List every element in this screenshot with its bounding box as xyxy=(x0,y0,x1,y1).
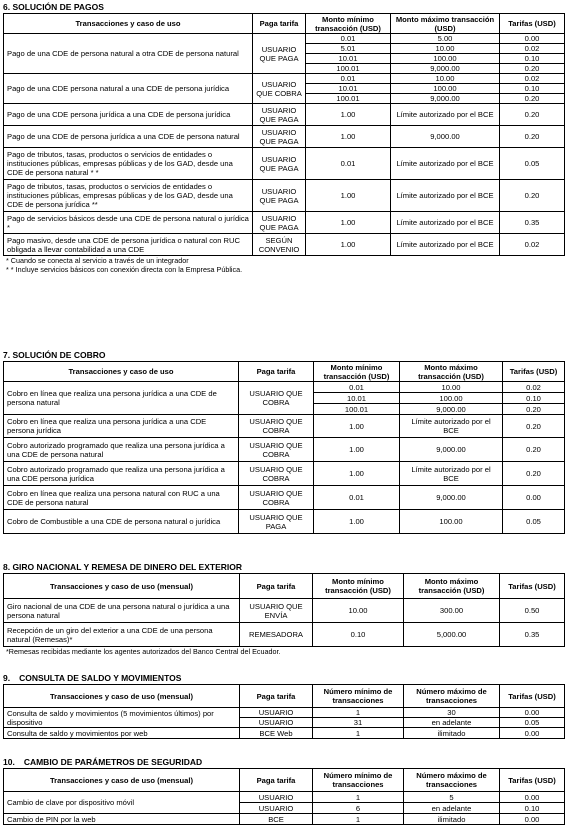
cell-fee: 0.10 xyxy=(500,54,565,64)
cell-max: ilimitado xyxy=(404,814,500,825)
cell-fee: 0.05 xyxy=(500,148,565,180)
table-row xyxy=(4,486,565,510)
cell-fee: 0.00 xyxy=(500,814,565,825)
table-row xyxy=(4,212,565,234)
section-cambio-parametros xyxy=(3,757,564,825)
header-numero-minimo: Número mínimo de transacciones xyxy=(313,685,404,708)
cell-min: 100.01 xyxy=(306,64,391,74)
header-monto-minimo: Monto mínimo transacción (USD) xyxy=(313,574,404,599)
row-description: Cobro en línea que realiza una persona natural con RUC a una CDE de persona natural xyxy=(4,486,239,510)
row-description: Consulta de saldo y movimientos por web xyxy=(4,728,240,739)
cell-max: Límite autorizado por el BCE xyxy=(400,415,503,438)
cell-min: 1 xyxy=(313,814,404,825)
cell-min: 10.01 xyxy=(314,393,400,404)
cell-min: 1.00 xyxy=(306,126,391,148)
header-paga-tarifa: Paga tarifa xyxy=(240,769,313,792)
header-transacciones: Transacciones y caso de uso (mensual) xyxy=(4,769,240,792)
cell-max: en adelante xyxy=(404,718,500,728)
cell-min: 1.00 xyxy=(306,234,391,256)
row-description: Pago de una CDE persona natural a una CDE de persona jurídica xyxy=(4,74,253,104)
cell-max: 9,000.00 xyxy=(391,126,500,148)
table-row xyxy=(4,728,565,739)
header-monto-maximo: Monto máximo transacción (USD) xyxy=(400,362,503,382)
cell-min: 0.01 xyxy=(306,34,391,44)
table-row xyxy=(4,623,565,647)
table-row xyxy=(4,180,565,212)
cell-max: 100.00 xyxy=(391,54,500,64)
table-header-row xyxy=(4,769,565,792)
table-row xyxy=(4,74,565,84)
cell-min: 1.00 xyxy=(314,462,400,486)
row-description: Giro nacional de una CDE de una persona natural o jurídica a una persona natural xyxy=(4,599,240,623)
cell-max: Límite autorizado por el BCE xyxy=(391,104,500,126)
table-header-row xyxy=(4,574,565,599)
cell-min: 100.01 xyxy=(314,404,400,415)
cell-min: 1.00 xyxy=(314,415,400,438)
cell-max: 30 xyxy=(404,708,500,718)
header-monto-minimo: Monto mínimo transacción (USD) xyxy=(306,14,391,34)
cell-fee: 0.50 xyxy=(500,599,565,623)
cell-max: 10.00 xyxy=(400,382,503,393)
cell-min: 1.00 xyxy=(314,438,400,462)
cell-max: 5,000.00 xyxy=(404,623,500,647)
row-description: Recepción de un giro del exterior a una CDE de una persona natural (Remesas)* xyxy=(4,623,240,647)
cell-min: 0.01 xyxy=(306,148,391,180)
header-tarifas: Tarifas (USD) xyxy=(503,362,565,382)
row-payer: BCE xyxy=(240,814,313,825)
cell-fee: 0.05 xyxy=(503,510,565,534)
cell-min: 0.01 xyxy=(314,486,400,510)
cell-min: 0.01 xyxy=(306,74,391,84)
row-description: Cambio de PIN por la web xyxy=(4,814,240,825)
row-description: Pago de una CDE de persona jurídica a una CDE de persona natural xyxy=(4,126,253,148)
table-header-row xyxy=(4,685,565,708)
cell-fee: 0.00 xyxy=(503,486,565,510)
cell-max: Límite autorizado por el BCE xyxy=(400,462,503,486)
cell-fee: 0.20 xyxy=(500,104,565,126)
header-monto-maximo: Monto máximo transacción (USD) xyxy=(391,14,500,34)
cell-min: 100.01 xyxy=(306,94,391,104)
section-title xyxy=(3,673,564,684)
row-description: Pago masivo, desde una CDE de persona jurídica o natural con RUC obligada a llevar contabilidad a una CDE xyxy=(4,234,253,256)
row-description: Pago de una CDE persona jurídica a una CDE de persona jurídica xyxy=(4,104,253,126)
row-payer: USUARIO QUE PAGA xyxy=(253,126,306,148)
cell-max: Límite autorizado por el BCE xyxy=(391,212,500,234)
table-row xyxy=(4,708,565,718)
cell-max: 100.00 xyxy=(400,393,503,404)
row-payer: USUARIO QUE COBRA xyxy=(253,74,306,104)
table-row xyxy=(4,415,565,438)
row-payer: USUARIO QUE PAGA xyxy=(253,148,306,180)
table-row xyxy=(4,438,565,462)
row-description: Cobro autorizado programado que realiza una persona jurídica a una CDE de persona natural xyxy=(4,438,239,462)
cell-max: Límite autorizado por el BCE xyxy=(391,148,500,180)
cell-fee: 0.10 xyxy=(500,803,565,814)
header-tarifas: Tarifas (USD) xyxy=(500,574,565,599)
cell-max: 100.00 xyxy=(400,510,503,534)
cell-fee: 0.02 xyxy=(500,44,565,54)
header-numero-maximo: Número máximo de transacciones xyxy=(404,685,500,708)
row-description: Pago de tributos, tasas, productos o servicios de entidades o instituciones públicas, empresas públicas y de los GAD, desde una CDE de persona jurídica ** xyxy=(4,180,253,212)
cell-min: 10.01 xyxy=(306,84,391,94)
cell-max: 9,000.00 xyxy=(400,404,503,415)
section-title-text: CONSULTA DE SALDO Y MOVIMIENTOS xyxy=(19,673,182,683)
row-description: Cobro autorizado programado que realiza una persona jurídica a una CDE persona jurídica xyxy=(4,462,239,486)
header-tarifas: Tarifas (USD) xyxy=(500,14,565,34)
cell-fee: 0.00 xyxy=(500,708,565,718)
seguridad-table xyxy=(3,768,565,825)
cell-fee: 0.10 xyxy=(500,84,565,94)
row-payer: USUARIO QUE COBRA xyxy=(239,438,314,462)
row-payer: USUARIO QUE COBRA xyxy=(239,486,314,510)
cell-max: 300.00 xyxy=(404,599,500,623)
header-transacciones: Transacciones y caso de uso (mensual) xyxy=(4,685,240,708)
table-row xyxy=(4,234,565,256)
table-row xyxy=(4,382,565,393)
row-description: Pago de servicios básicos desde una CDE de persona natural o jurídica * xyxy=(4,212,253,234)
cell-max: Límite autorizado por el BCE xyxy=(391,180,500,212)
cell-min: 1.00 xyxy=(306,212,391,234)
header-tarifas: Tarifas (USD) xyxy=(500,685,565,708)
section-solucion-de-cobro xyxy=(3,350,564,534)
table-header-row xyxy=(4,14,565,34)
row-payer: USUARIO QUE COBRA xyxy=(239,382,314,415)
row-payer: USUARIO QUE PAGA xyxy=(253,34,306,74)
row-payer: USUARIO QUE PAGA xyxy=(253,180,306,212)
cell-fee: 0.00 xyxy=(500,34,565,44)
cell-fee: 0.02 xyxy=(500,234,565,256)
header-monto-maximo: Monto máximo transacción (USD) xyxy=(404,574,500,599)
cell-max: en adelante xyxy=(404,803,500,814)
cell-max: 100.00 xyxy=(391,84,500,94)
cell-max: 9,000.00 xyxy=(400,438,503,462)
header-paga-tarifa: Paga tarifa xyxy=(240,574,313,599)
row-payer: USUARIO xyxy=(240,803,313,814)
cell-min: 1.00 xyxy=(306,104,391,126)
pagos-table xyxy=(3,13,565,256)
cell-min: 5.01 xyxy=(306,44,391,54)
cell-max: 5 xyxy=(404,792,500,803)
giro-table xyxy=(3,573,565,647)
table-row xyxy=(4,510,565,534)
cell-min: 1 xyxy=(313,708,404,718)
cell-fee: 0.05 xyxy=(500,718,565,728)
footnote: * * Incluye servicios básicos con conexión directa con la Empresa Pública. xyxy=(6,265,243,274)
section-title: 7. SOLUCIÓN DE COBRO xyxy=(3,350,106,360)
cell-fee: 0.02 xyxy=(500,74,565,84)
table-row xyxy=(4,34,565,44)
section-title: 6. SOLUCIÓN DE PAGOS xyxy=(3,2,104,12)
row-description: Pago de tributos, tasas, productos o servicios de entidades o instituciones públicas, empresas públicas y de los GAD, desde una CDE de persona natural * * xyxy=(4,148,253,180)
cell-min: 1.00 xyxy=(306,180,391,212)
cell-fee: 0.20 xyxy=(503,415,565,438)
section-solucion-de-pagos xyxy=(3,2,564,274)
row-payer: USUARIO QUE PAGA xyxy=(253,212,306,234)
cobro-table xyxy=(3,361,565,534)
table-row xyxy=(4,104,565,126)
cell-min: 1.00 xyxy=(314,510,400,534)
cell-fee: 0.00 xyxy=(500,792,565,803)
cell-fee: 0.20 xyxy=(500,64,565,74)
cell-fee: 0.00 xyxy=(500,728,565,739)
row-payer: USUARIO QUE PAGA xyxy=(239,510,314,534)
row-payer: USUARIO QUE COBRA xyxy=(239,462,314,486)
row-payer: USUARIO xyxy=(240,708,313,718)
cell-fee: 0.20 xyxy=(500,126,565,148)
cell-fee: 0.20 xyxy=(500,94,565,104)
row-payer: REMESADORA xyxy=(240,623,313,647)
cell-min: 10.01 xyxy=(306,54,391,64)
row-description: Pago de una CDE de persona natural a otra CDE de persona natural xyxy=(4,34,253,74)
row-description: Cobro en línea que realiza una persona jurídica a una CDE persona jurídica xyxy=(4,415,239,438)
table-row xyxy=(4,814,565,825)
cell-max: 10.00 xyxy=(391,74,500,84)
cell-max: 9,000.00 xyxy=(391,94,500,104)
table-header-row xyxy=(4,362,565,382)
cell-min: 6 xyxy=(313,803,404,814)
cell-min: 31 xyxy=(313,718,404,728)
section-consulta-saldo xyxy=(3,673,564,739)
row-description: Cobro de Combustible a una CDE de persona natural o jurídica xyxy=(4,510,239,534)
table-row xyxy=(4,599,565,623)
header-transacciones: Transacciones y caso de uso xyxy=(4,362,239,382)
cell-fee: 0.20 xyxy=(500,180,565,212)
cell-fee: 0.35 xyxy=(500,212,565,234)
cell-max: 10.00 xyxy=(391,44,500,54)
section-giro-nacional-remesa xyxy=(3,562,564,656)
section-number: 10. xyxy=(3,757,15,767)
section-number: 9. xyxy=(3,673,11,683)
header-tarifas: Tarifas (USD) xyxy=(500,769,565,792)
cell-fee: 0.02 xyxy=(503,382,565,393)
row-payer: BCE Web xyxy=(240,728,313,739)
consulta-table xyxy=(3,684,565,739)
header-numero-maximo: Número máximo de transacciones xyxy=(404,769,500,792)
row-payer: USUARIO xyxy=(240,718,313,728)
cell-fee: 0.35 xyxy=(500,623,565,647)
header-transacciones: Transacciones y caso de uso (mensual) xyxy=(4,574,240,599)
cell-max: ilimitado xyxy=(404,728,500,739)
row-payer: USUARIO QUE PAGA xyxy=(253,104,306,126)
row-payer: SEGÚN CONVENIO xyxy=(253,234,306,256)
row-description: Consulta de saldo y movimientos (5 movimientos últimos) por dispositivo xyxy=(4,708,240,728)
row-description: Cobro en línea que realiza una persona jurídica a una CDE de persona natural xyxy=(4,382,239,415)
table-row xyxy=(4,462,565,486)
header-paga-tarifa: Paga tarifa xyxy=(240,685,313,708)
row-payer: USUARIO QUE ENVÍA xyxy=(240,599,313,623)
cell-max: Límite autorizado por el BCE xyxy=(391,234,500,256)
table-row xyxy=(4,126,565,148)
cell-min: 1 xyxy=(313,728,404,739)
row-payer: USUARIO xyxy=(240,792,313,803)
header-transacciones: Transacciones y caso de uso xyxy=(4,14,253,34)
cell-fee: 0.20 xyxy=(503,462,565,486)
table-row xyxy=(4,792,565,803)
cell-fee: 0.10 xyxy=(503,393,565,404)
cell-min: 0.10 xyxy=(313,623,404,647)
cell-max: 5.00 xyxy=(391,34,500,44)
section-title-text: CAMBIO DE PARÁMETROS DE SEGURIDAD xyxy=(23,757,203,767)
footnote: * Cuando se conecta al servicio a través de un integrador xyxy=(6,256,189,265)
cell-min: 0.01 xyxy=(314,382,400,393)
cell-fee: 0.20 xyxy=(503,404,565,415)
section-title xyxy=(3,757,564,768)
header-monto-minimo: Monto mínimo transacción (USD) xyxy=(314,362,400,382)
row-payer: USUARIO QUE COBRA xyxy=(239,415,314,438)
footnote: *Remesas recibidas mediante los agentes autorizados del Banco Central del Ecuador. xyxy=(6,647,281,656)
section-title: 8. GIRO NACIONAL Y REMESA DE DINERO DEL EXTERIOR xyxy=(3,562,242,572)
cell-max: 9,000.00 xyxy=(400,486,503,510)
header-paga-tarifa: Paga tarifa xyxy=(239,362,314,382)
cell-min: 1 xyxy=(313,792,404,803)
header-numero-minimo: Número mínimo de transacciones xyxy=(313,769,404,792)
row-description: Cambio de clave por dispositivo móvil xyxy=(4,792,240,814)
cell-min: 10.00 xyxy=(313,599,404,623)
cell-fee: 0.20 xyxy=(503,438,565,462)
cell-max: 9,000.00 xyxy=(391,64,500,74)
table-row xyxy=(4,148,565,180)
header-paga-tarifa: Paga tarifa xyxy=(253,14,306,34)
